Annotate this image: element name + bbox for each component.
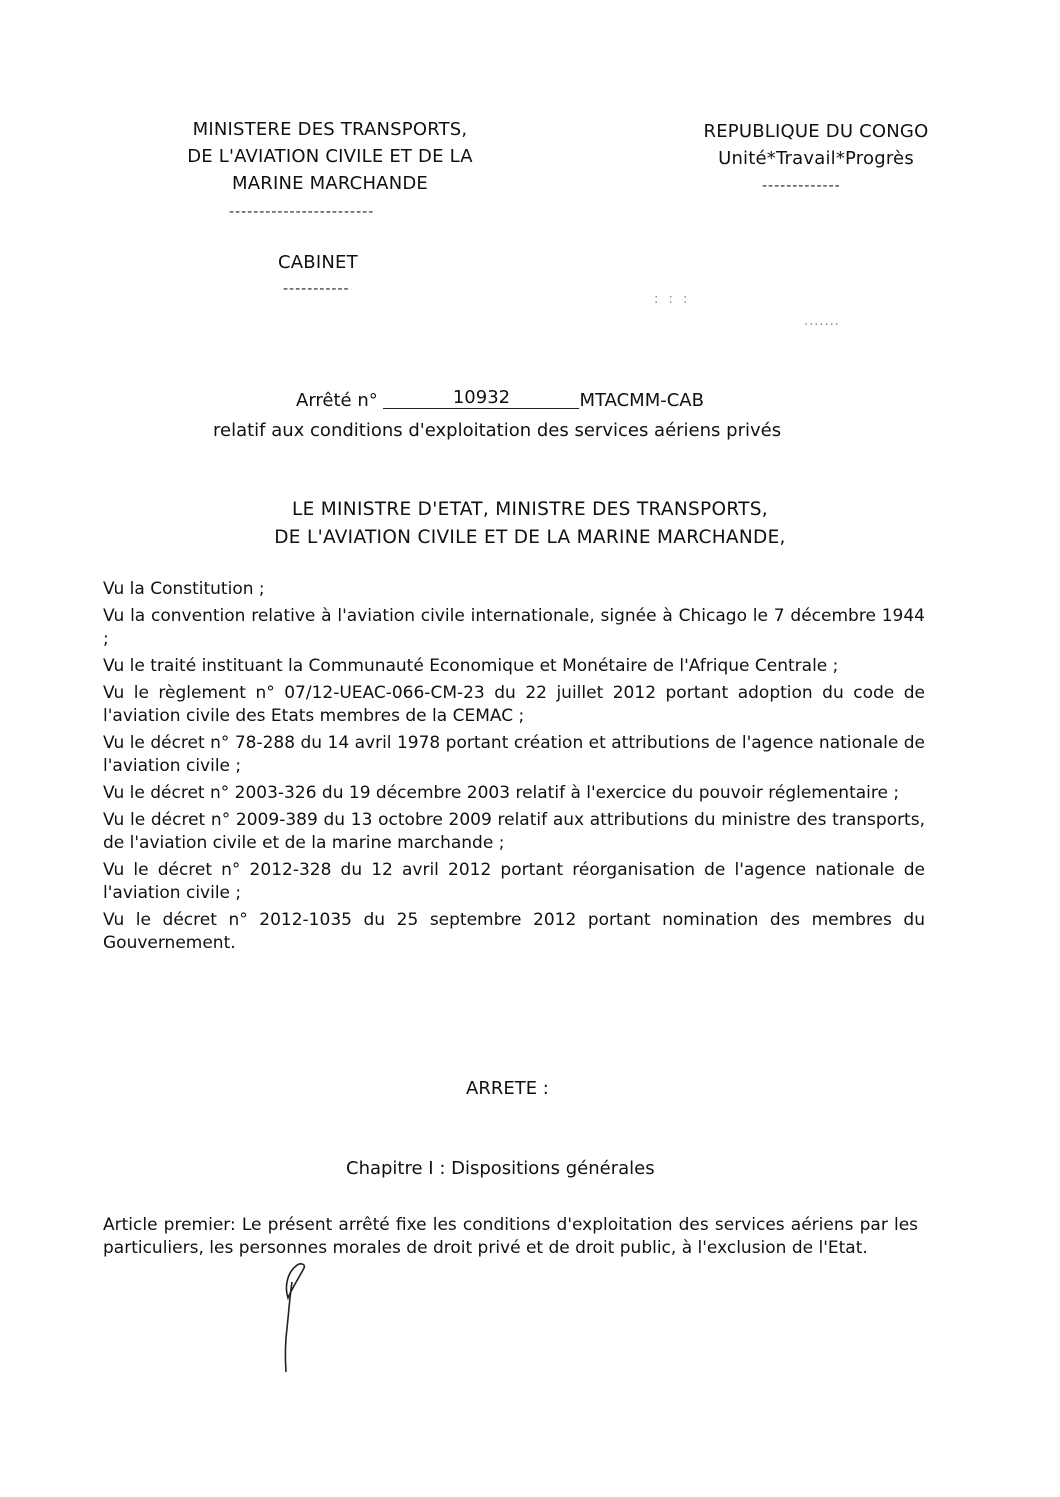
visa-item: Vu le décret n° 2003-326 du 19 décembre 2003 relatif à l'exercice du pouvoir réglementaire ; (103, 783, 900, 803)
decree-suffix: MTACMM-CAB (579, 390, 704, 411)
visa-list (103, 578, 925, 959)
minister-line-2: DE L'AVIATION CIVILE ET DE LA MARINE MARCHANDE, (274, 527, 786, 548)
visa-item: Vu la convention relative à l'aviation civile internationale, signée à Chicago le 7 décembre 1944 ; (103, 606, 925, 649)
article-premier-label: Article premier: (103, 1215, 236, 1235)
decree-number-line (296, 388, 704, 414)
visa-item: Vu le décret n° 78-288 du 14 avril 1978 portant création et attributions de l'agence nationale de l'aviation civile ; (103, 733, 925, 776)
republic-motto: Unité*Travail*Progrès (718, 148, 914, 169)
minister-title (150, 496, 910, 552)
ministry-line-3: MARINE MARCHANDE (232, 173, 428, 194)
ministry-line-2: DE L'AVIATION CIVILE ET DE LA (187, 146, 473, 167)
decree-number: 10932 (383, 388, 579, 409)
cabinet-label: CABINET (278, 252, 358, 273)
faint-dots-mark: ....... (804, 314, 840, 329)
ministry-line-1: MINISTERE DES TRANSPORTS, (192, 119, 468, 140)
article-premier (103, 1214, 918, 1260)
ministry-header (130, 116, 530, 197)
visa-item: Vu le décret n° 2009-389 du 13 octobre 2009 relatif aux attributions du ministre des transports, de l'aviation civile et de la marine marchande ; (103, 810, 925, 853)
republic-header (686, 118, 946, 172)
visa-item: Vu le décret n° 2012-1035 du 25 septembre 2012 portant nomination des membres du Gouvernement. (103, 910, 925, 953)
arrete-heading: ARRETE : (466, 1078, 549, 1099)
article-premier-text: Le présent arrêté fixe les conditions d'exploitation des services aériens par les particuliers, les personnes morales de droit privé et de droit public, à l'exclusion de l'Etat. (103, 1215, 919, 1258)
republic-name: REPUBLIQUE DU CONGO (703, 121, 929, 142)
visa-item: Vu le règlement n° 07/12-UEAC-066-CM-23 du 22 juillet 2012 portant adoption du code de l'aviation civile des Etats membres de la CEMAC ; (103, 683, 925, 726)
minister-line-1: LE MINISTRE D'ETAT, MINISTRE DES TRANSPORTS, (292, 499, 768, 520)
chapter-heading: Chapitre I : Dispositions générales (346, 1158, 655, 1179)
decree-subject: relatif aux conditions d'exploitation des services aériens privés (213, 420, 782, 441)
decree-prefix: Arrêté n° (296, 390, 378, 411)
republic-separator: ------------- (762, 178, 841, 194)
cabinet-separator: ----------- (283, 281, 350, 297)
handwritten-initial (270, 1258, 320, 1378)
visa-item: Vu le traité instituant la Communauté Economique et Monétaire de l'Afrique Centrale ; (103, 656, 839, 676)
faint-stamp-mark: : : : (654, 292, 691, 307)
visa-item: Vu le décret n° 2012-328 du 12 avril 2012 portant réorganisation de l'agence nationale de l'aviation civile ; (103, 860, 925, 903)
visa-item: Vu la Constitution ; (103, 579, 265, 599)
ministry-separator: ------------------------ (229, 204, 375, 220)
